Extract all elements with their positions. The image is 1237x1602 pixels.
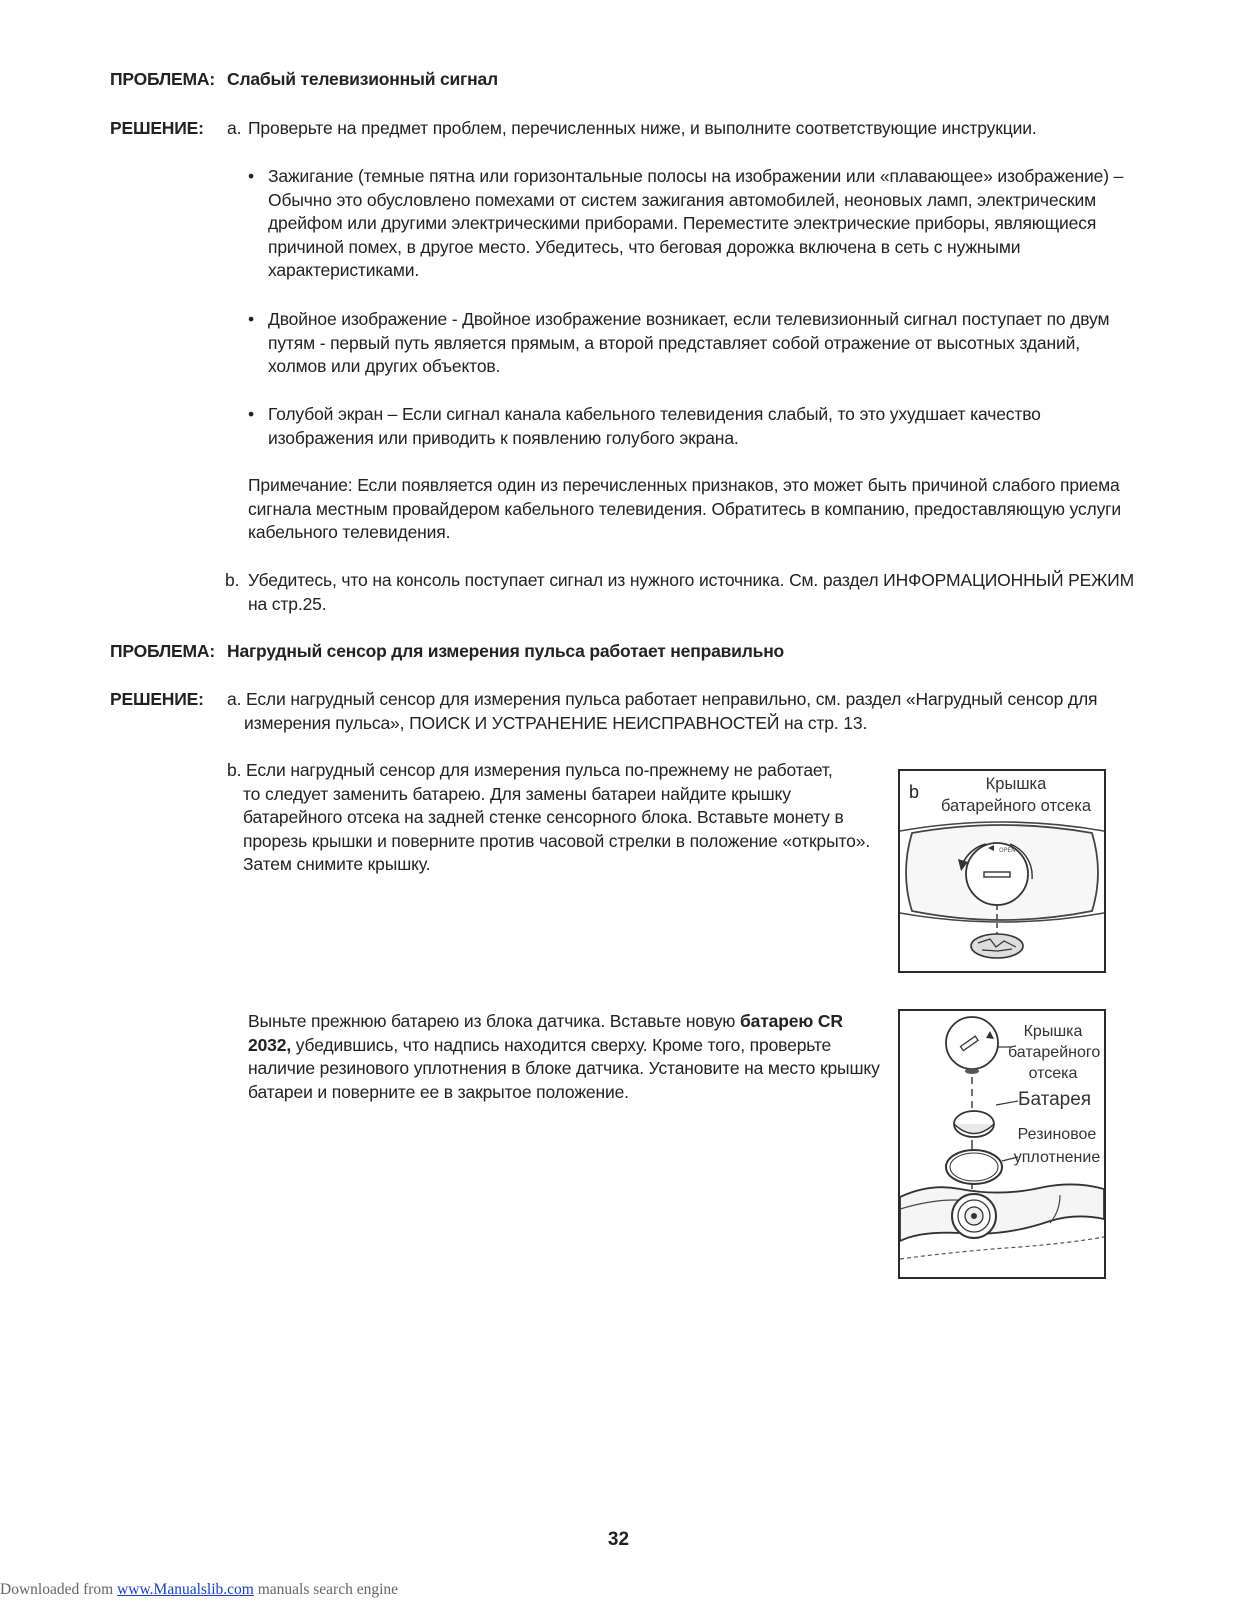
footer-prefix: Downloaded from: [0, 1581, 118, 1598]
item-a-text: [227, 688, 1097, 735]
text-line: [248, 1010, 880, 1034]
problem-title: Нагрудный сенсор для измерения пульса работает неправильно: [227, 641, 785, 661]
problem-title: Слабый телевизионный сигнал: [227, 69, 498, 89]
bullet-dot: •: [248, 404, 255, 424]
seal-label: [1012, 1123, 1102, 1169]
caption-line: уплотнение: [1013, 1149, 1101, 1166]
caption-line: Резиновое: [1017, 1126, 1097, 1143]
caption-line: Крышка: [1023, 1023, 1083, 1040]
bullet-item: [268, 165, 1123, 283]
text-line: сигнала местным провайдером кабельного телевидения. Обратитесь в компанию, предоставляющую услуги: [248, 498, 1122, 519]
text-line: батарейного отсека на задней стенке сенсорного блока. Вставьте монету в: [243, 807, 844, 828]
battery-replacement-figure: [898, 1009, 1106, 1279]
item-b-marker: b.: [225, 570, 240, 590]
text-line: на стр.25.: [248, 593, 327, 614]
text-line: Убедитесь, что на консоль поступает сигнал из нужного источника. См. раздел ИНФОРМАЦИОННЫЙ РЕЖИМ: [248, 570, 1135, 590]
caption-line: отсека: [1028, 1065, 1078, 1082]
cover-label: [1008, 1021, 1101, 1084]
sensor-back-illustration: [900, 771, 1104, 971]
text-line: Обычно это обусловлено помехами от систем зажигания автомобилей, неоновых ламп, электрическим: [268, 189, 1097, 210]
text-line: то следует заменить батарею. Для замены батареи найдите крышку: [243, 783, 791, 804]
text-line: b. Если нагрудный сенсор для измерения пульса по-прежнему не работает,: [227, 760, 833, 780]
text-line: Двойное изображение - Двойное изображение возникает, если телевизионный сигнал поступает по двум: [268, 309, 1110, 329]
open-mark: OPEN: [999, 847, 1016, 854]
text-line: батареи и поверните ее в закрытое положение.: [248, 1081, 629, 1102]
problem-label: ПРОБЛЕМА:: [110, 641, 215, 661]
text-line: Зажигание (темные пятна или горизонтальные полосы на изображении или «плавающее» изображение) –: [268, 166, 1124, 186]
bullet-dot: •: [248, 166, 255, 186]
text-run: убедившись, что надпись находится сверху. Кроме того, проверьте: [291, 1034, 832, 1055]
solution-label: РЕШЕНИЕ:: [110, 118, 204, 138]
bullet-dot: •: [248, 309, 255, 329]
text-line: Голубой экран – Если сигнал канала кабельного телевидения слабый, то это ухудшает качество: [268, 404, 1041, 424]
text-line: Примечание: Если появляется один из перечисленных признаков, это может быть причиной слабого приема: [248, 475, 1120, 495]
caption-line: батарейного отсека: [940, 797, 1092, 815]
battery-model-bold: батарею CR: [740, 1011, 843, 1031]
note-paragraph: [248, 474, 1121, 545]
item-b-text: [248, 569, 1134, 616]
text-line: изображения или приводить к появлению голубого экрана.: [268, 427, 739, 448]
text-line: причиной помех, в другое место. Убедитесь, что беговая дорожка включена в сеть с нужными: [268, 236, 1021, 257]
caption-line: батарейного: [1008, 1044, 1101, 1061]
item-a-marker: a.: [227, 118, 242, 138]
text-line: Затем снимите крышку.: [243, 854, 431, 875]
solution-label: РЕШЕНИЕ:: [110, 689, 204, 709]
text-line: холмов или других объектов.: [268, 356, 501, 377]
text-line: путям - первый путь является прямым, а второй представляет собой отражение от высотных зданий,: [268, 332, 1080, 353]
text-run: Выньте прежнюю батарею из блока датчика. Вставьте новую: [248, 1011, 740, 1031]
battery-label: Батарея: [1018, 1089, 1092, 1110]
text-line: прорезь крышки и поверните против часовой стрелки в положение «открыто».: [243, 830, 871, 851]
text-line: a. Если нагрудный сенсор для измерения пульса работает неправильно, см. раздел «Нагрудный сенсор для: [227, 689, 1098, 709]
footer-suffix: manuals search engine: [253, 1581, 399, 1598]
battery-cover-figure: [898, 769, 1106, 973]
caption-line: Крышка: [985, 775, 1047, 793]
bullet-item: [268, 403, 1041, 450]
battery-instructions: [248, 1010, 880, 1104]
bullet-item: [268, 308, 1109, 379]
text-line: дрейфом или другими электрическими приборами. Переместите электрические приборы, являющиеся: [268, 213, 1097, 234]
text-line: [248, 1034, 880, 1058]
download-footer: [0, 1578, 398, 1602]
problem-label: ПРОБЛЕМА:: [110, 69, 215, 89]
text-line: кабельного телевидения.: [248, 522, 451, 543]
text-line: измерения пульса», ПОИСК И УСТРАНЕНИЕ НЕИСПРАВНОСТЕЙ на стр. 13.: [244, 712, 868, 733]
text-line: наличие резинового уплотнения в блоке датчика. Установите на место крышку: [248, 1058, 880, 1079]
item-a-text: Проверьте на предмет проблем, перечисленных ниже, и выполните соответствующие инструкции.: [248, 118, 1037, 138]
page-number: 32: [607, 1529, 630, 1550]
battery-model-bold: 2032,: [248, 1034, 292, 1055]
manualslib-link[interactable]: www.Manualslib.com: [117, 1581, 254, 1598]
item-b-text: [227, 759, 870, 877]
text-line: характеристиками.: [268, 260, 420, 281]
figure-letter: b: [909, 782, 920, 802]
